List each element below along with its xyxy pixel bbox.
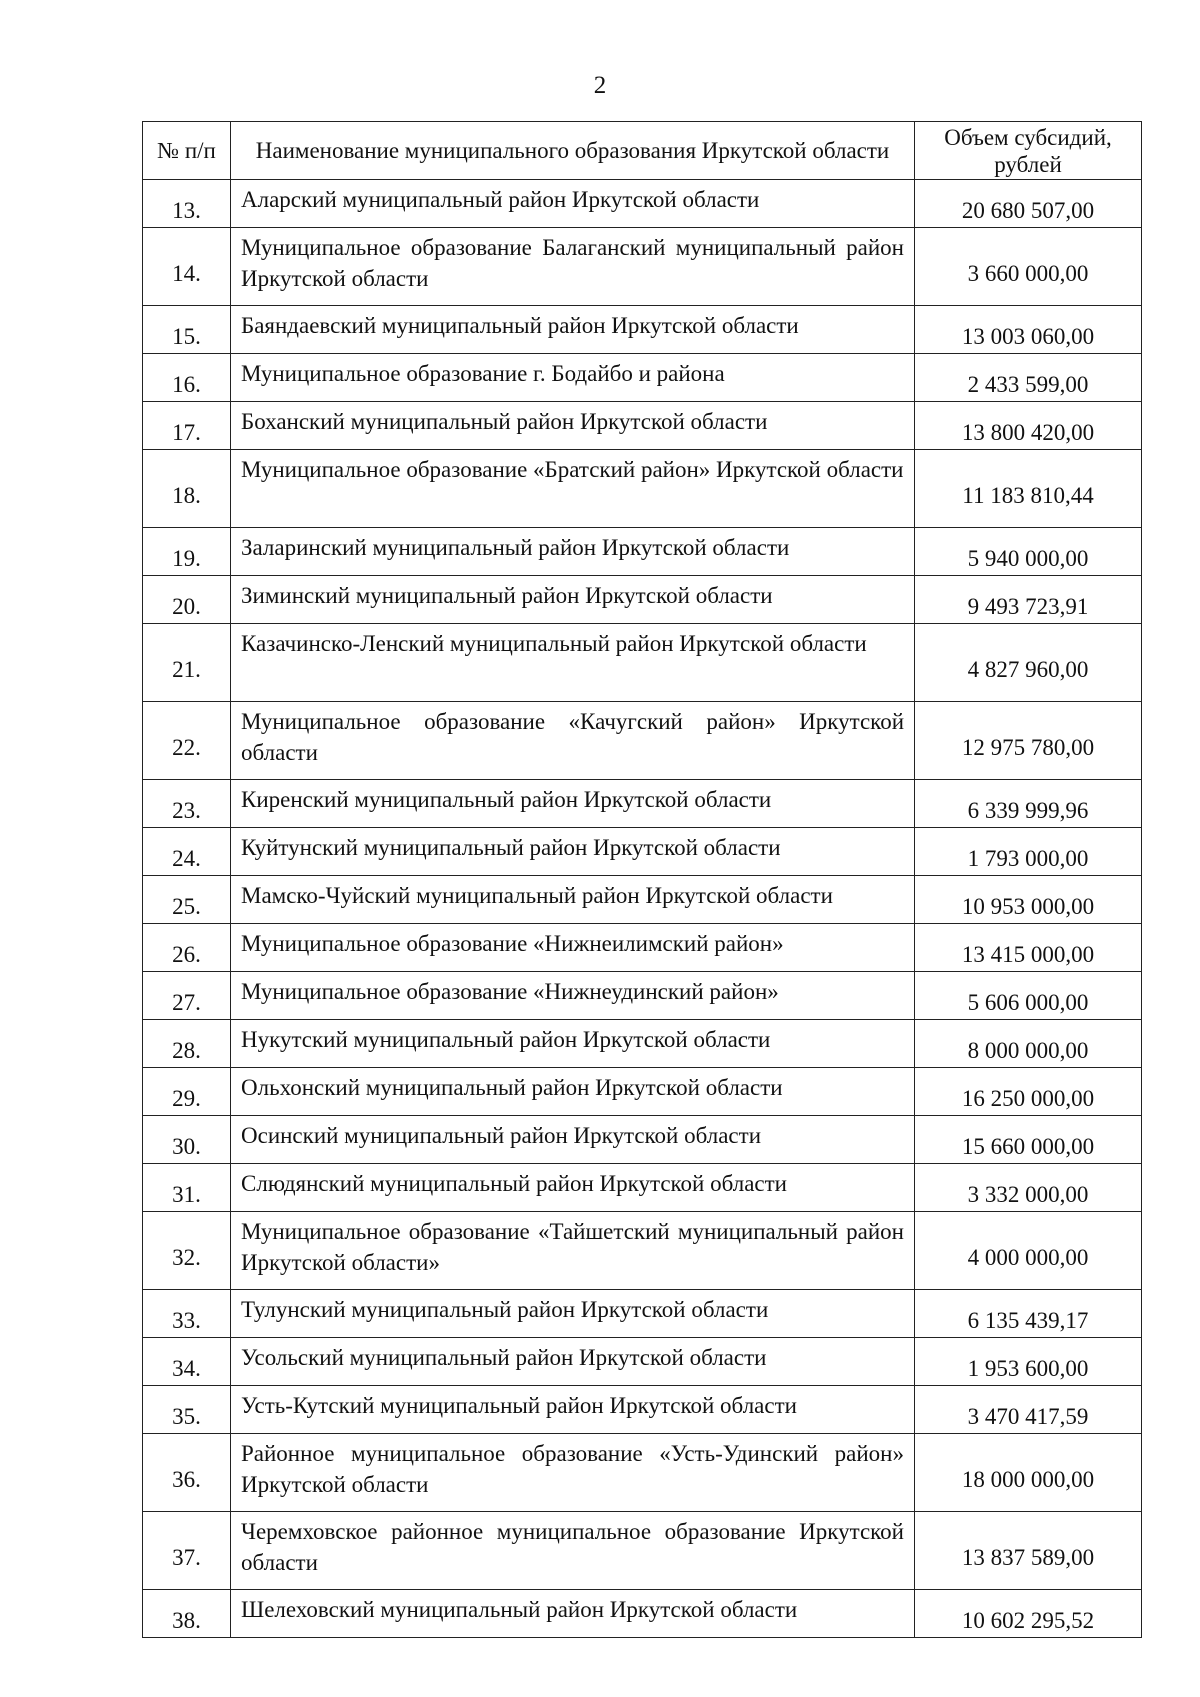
row-number: 24. (143, 828, 231, 876)
table-row (143, 450, 1142, 528)
subsidy-amount: 16 250 000,00 (915, 1068, 1142, 1116)
subsidy-amount: 10 602 295,52 (915, 1590, 1142, 1638)
table-row (143, 1434, 1142, 1512)
municipality-name: Усть-Кутский муниципальный район Иркутской области (231, 1386, 915, 1434)
row-number: 38. (143, 1590, 231, 1638)
subsidy-amount: 4 827 960,00 (915, 624, 1142, 702)
subsidy-amount: 3 470 417,59 (915, 1386, 1142, 1434)
table-row (143, 1116, 1142, 1164)
header-name: Наименование муниципального образования Иркутской области (231, 122, 915, 180)
subsidy-amount: 5 606 000,00 (915, 972, 1142, 1020)
table-row (143, 1020, 1142, 1068)
municipality-name: Муниципальное образование «Братский район» Иркутской области (231, 450, 915, 528)
table-row (143, 780, 1142, 828)
subsidy-amount: 15 660 000,00 (915, 1116, 1142, 1164)
subsidy-amount: 13 415 000,00 (915, 924, 1142, 972)
row-number: 30. (143, 1116, 231, 1164)
table-row (143, 1212, 1142, 1290)
row-number: 23. (143, 780, 231, 828)
row-number: 19. (143, 528, 231, 576)
row-number: 15. (143, 306, 231, 354)
row-number: 29. (143, 1068, 231, 1116)
municipality-name: Зиминский муниципальный район Иркутской области (231, 576, 915, 624)
header-num: № п/п (143, 122, 231, 180)
row-number: 21. (143, 624, 231, 702)
municipality-name: Черемховское районное муниципальное образование Иркутской области (231, 1512, 915, 1590)
row-number: 27. (143, 972, 231, 1020)
row-number: 16. (143, 354, 231, 402)
subsidy-amount: 5 940 000,00 (915, 528, 1142, 576)
subsidy-amount: 3 660 000,00 (915, 228, 1142, 306)
table-row (143, 1512, 1142, 1590)
table-row (143, 924, 1142, 972)
row-number: 25. (143, 876, 231, 924)
subsidy-amount: 13 003 060,00 (915, 306, 1142, 354)
municipality-name: Баяндаевский муниципальный район Иркутской области (231, 306, 915, 354)
subsidy-amount: 10 953 000,00 (915, 876, 1142, 924)
table-row (143, 1338, 1142, 1386)
municipality-name: Нукутский муниципальный район Иркутской области (231, 1020, 915, 1068)
subsidy-amount: 3 332 000,00 (915, 1164, 1142, 1212)
table-row (143, 1386, 1142, 1434)
row-number: 22. (143, 702, 231, 780)
municipality-name: Казачинско-Ленский муниципальный район Иркутской области (231, 624, 915, 702)
table-row (143, 1590, 1142, 1638)
table-row (143, 576, 1142, 624)
municipality-name: Муниципальное образование «Тайшетский муниципальный район Иркутской области» (231, 1212, 915, 1290)
subsidy-amount: 11 183 810,44 (915, 450, 1142, 528)
subsidy-amount: 1 793 000,00 (915, 828, 1142, 876)
municipality-name: Усольский муниципальный район Иркутской области (231, 1338, 915, 1386)
table-row (143, 402, 1142, 450)
subsidy-amount: 9 493 723,91 (915, 576, 1142, 624)
table-row (143, 1290, 1142, 1338)
subsidy-amount: 6 135 439,17 (915, 1290, 1142, 1338)
municipality-name: Осинский муниципальный район Иркутской области (231, 1116, 915, 1164)
municipality-name: Муниципальное образование Балаганский муниципальный район Иркутской области (231, 228, 915, 306)
table-body (143, 180, 1142, 1638)
municipality-name: Киренский муниципальный район Иркутской области (231, 780, 915, 828)
subsidy-amount: 2 433 599,00 (915, 354, 1142, 402)
row-number: 13. (143, 180, 231, 228)
table-row (143, 624, 1142, 702)
row-number: 14. (143, 228, 231, 306)
subsidy-amount: 12 975 780,00 (915, 702, 1142, 780)
municipality-name: Тулунский муниципальный район Иркутской области (231, 1290, 915, 1338)
municipality-name: Шелеховский муниципальный район Иркутской области (231, 1590, 915, 1638)
municipality-name: Ольхонский муниципальный район Иркутской области (231, 1068, 915, 1116)
subsidy-amount: 18 000 000,00 (915, 1434, 1142, 1512)
table-row (143, 180, 1142, 228)
municipality-name: Боханский муниципальный район Иркутской области (231, 402, 915, 450)
row-number: 17. (143, 402, 231, 450)
table-row (143, 702, 1142, 780)
municipality-name: Муниципальное образование г. Бодайбо и района (231, 354, 915, 402)
table-row (143, 876, 1142, 924)
row-number: 37. (143, 1512, 231, 1590)
table-row (143, 528, 1142, 576)
row-number: 28. (143, 1020, 231, 1068)
table-header-row (143, 122, 1142, 180)
table-row (143, 228, 1142, 306)
municipality-name: Заларинский муниципальный район Иркутской области (231, 528, 915, 576)
row-number: 33. (143, 1290, 231, 1338)
subsidy-amount: 13 837 589,00 (915, 1512, 1142, 1590)
row-number: 34. (143, 1338, 231, 1386)
table-row (143, 306, 1142, 354)
municipality-name: Слюдянский муниципальный район Иркутской области (231, 1164, 915, 1212)
row-number: 35. (143, 1386, 231, 1434)
table-row (143, 1068, 1142, 1116)
table-row (143, 828, 1142, 876)
page-number: 2 (593, 72, 607, 99)
subsidy-amount: 20 680 507,00 (915, 180, 1142, 228)
header-amount: Объем субсидий, рублей (915, 122, 1142, 180)
row-number: 32. (143, 1212, 231, 1290)
subsidy-table (142, 121, 1142, 1638)
municipality-name: Муниципальное образование «Качугский район» Иркутской области (231, 702, 915, 780)
municipality-name: Муниципальное образование «Нижнеудинский район» (231, 972, 915, 1020)
row-number: 31. (143, 1164, 231, 1212)
table-row (143, 972, 1142, 1020)
subsidy-amount: 4 000 000,00 (915, 1212, 1142, 1290)
subsidy-amount: 13 800 420,00 (915, 402, 1142, 450)
subsidy-amount: 8 000 000,00 (915, 1020, 1142, 1068)
municipality-name: Районное муниципальное образование «Усть-Удинский район» Иркутской области (231, 1434, 915, 1512)
table-row (143, 354, 1142, 402)
table-row (143, 1164, 1142, 1212)
subsidy-amount: 1 953 600,00 (915, 1338, 1142, 1386)
municipality-name: Мамско-Чуйский муниципальный район Иркутской области (231, 876, 915, 924)
row-number: 18. (143, 450, 231, 528)
municipality-name: Муниципальное образование «Нижнеилимский район» (231, 924, 915, 972)
row-number: 26. (143, 924, 231, 972)
row-number: 20. (143, 576, 231, 624)
municipality-name: Аларский муниципальный район Иркутской области (231, 180, 915, 228)
municipality-name: Куйтунский муниципальный район Иркутской области (231, 828, 915, 876)
row-number: 36. (143, 1434, 231, 1512)
subsidy-amount: 6 339 999,96 (915, 780, 1142, 828)
